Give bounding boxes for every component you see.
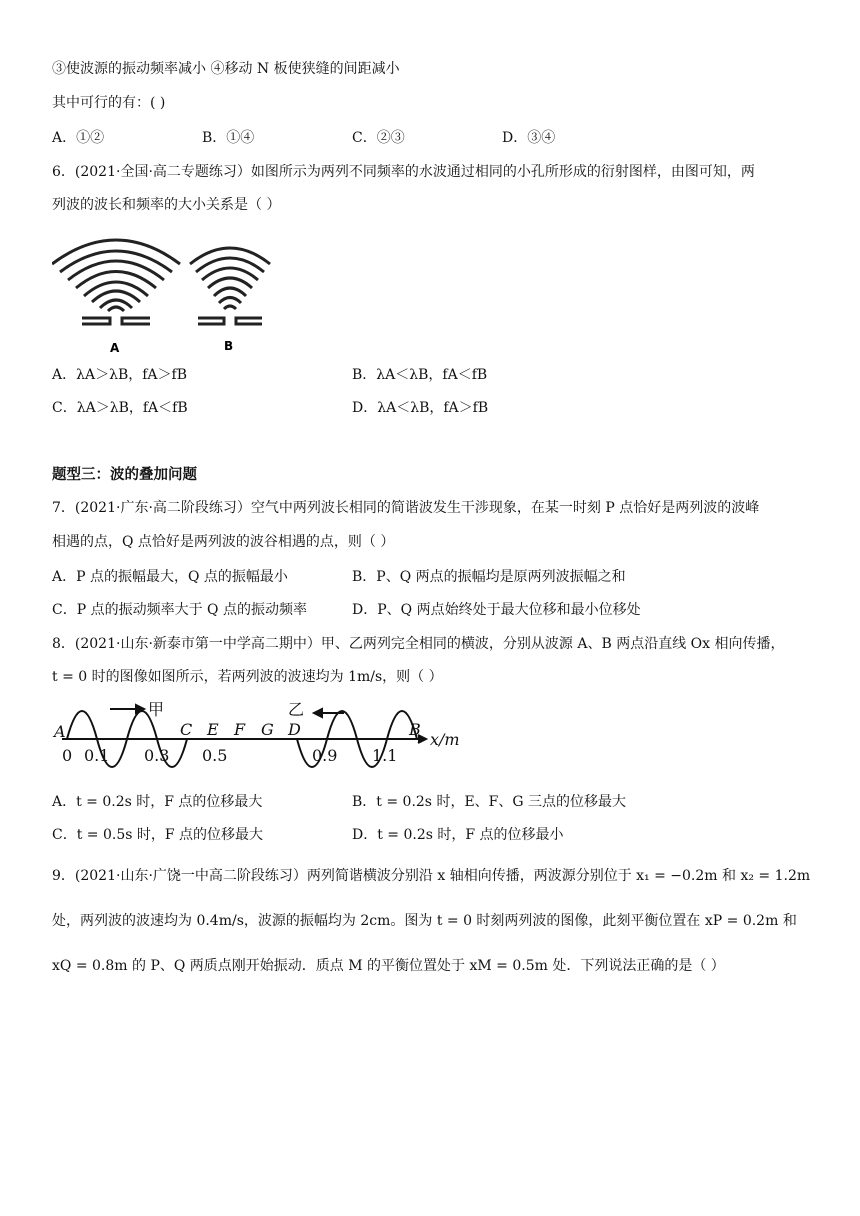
wave-figure [52,695,472,775]
tick-0-1: 0.1 [84,746,110,765]
q8-line2: t = 0 时的图像如图所示，若两列波的波速均为 1m/s，则（ ） [52,669,443,685]
fig-label-b: B [224,339,234,353]
point-label-d: D [288,720,301,739]
tick-0-9: 0.9 [312,746,338,765]
tick-0-3: 0.3 [144,746,170,765]
point-label-a: A [54,722,66,741]
q7-option-d: D．P、Q 两点始终处于最大位移和最小位移处 [352,602,641,618]
q8-option-d: D．t = 0.2s 时，F 点的位移最小 [352,827,564,843]
q7-line1: 7．(2021·广东·高二阶段练习）空气中两列波长相同的简谐波发生干涉现象，在某一时刻 P 点恰好是两列波的波峰 [52,500,760,516]
point-label-f: F [234,720,246,739]
section-title: 题型三：波的叠加问题 [52,467,197,483]
q6-line1: 6．(2021·全国·高二专题练习）如图所示为两列不同频率的水波通过相同的小孔所形成的衍射图样，由图可知，两 [52,164,755,180]
point-label-c: C [180,720,193,739]
q7-option-b: B．P、Q 两点的振幅均是原两列波振幅之和 [352,569,626,585]
q5-line1: ③使波源的振动频率减小 ④移动 N 板使狭缝的间距减小 [52,61,400,77]
q9-line2: 处，两列波的波速均为 0.4m/s，波源的振幅均为 2cm。图为 t = 0 时刻两列波的图像，此刻平衡位置在 xP = 0.2m 和 [52,913,797,929]
axis-label: x/m [430,730,460,749]
q5-line2: 其中可行的有：( ) [52,95,166,111]
point-label-b: B [409,720,421,739]
q5-option-b: B．①④ [202,130,255,146]
q6-option-d: D．λA＜λB，fA＞fB [352,400,489,416]
q5-option-d: D．③④ [502,130,556,146]
fig-label-a: A [110,341,120,355]
q5-option-a: A．①② [52,130,105,146]
q6-option-c: C．λA＞λB，fA＜fB [52,400,188,416]
q6-option-b: B．λA＜λB，fA＜fB [352,367,488,383]
q8-option-c: C．t = 0.5s 时，F 点的位移最大 [52,827,264,843]
q6-line2: 列波的波长和频率的大小关系是（ ） [52,197,281,213]
q8-option-a: A．t = 0.2s 时，F 点的位移最大 [52,794,263,810]
q6-option-a: A．λA＞λB，fA＞fB [52,367,188,383]
q9-line3: xQ = 0.8m 的 P、Q 两质点刚开始振动．质点 M 的平衡位置处于 xM = 0.5m 处．下列说法正确的是（ ） [52,958,725,974]
wave-label-yi: 乙 [288,700,305,719]
q7-option-c: C．P 点的振动频率大于 Q 点的振动频率 [52,602,307,618]
q8-option-b: B．t = 0.2s 时，E、F、G 三点的位移最大 [352,794,627,810]
tick-1-1: 1.1 [372,746,398,765]
q5-option-c: C．②③ [352,130,405,146]
wave-label-jia: 甲 [148,700,165,719]
q7-option-a: A．P 点的振幅最大，Q 点的振幅最小 [52,569,288,585]
point-label-e: E [207,720,219,739]
tick-0: 0 [62,746,73,765]
q7-line2: 相遇的点，Q 点恰好是两列波的波谷相遇的点，则（ ） [52,534,395,550]
diffraction-figure [52,222,282,357]
point-label-g: G [261,720,274,739]
tick-0-5: 0.5 [202,746,228,765]
q8-line1: 8．(2021·山东·新泰市第一中学高二期中）甲、乙两列完全相同的横波，分别从波源 A、B 两点沿直线 Ox 相向传播， [52,636,785,652]
q9-line1: 9．(2021·山东·广饶一中高二阶段练习）两列简谐横波分别沿 x 轴相向传播，两波源分别位于 x₁ = −0.2m 和 x₂ = 1.2m [52,868,811,884]
